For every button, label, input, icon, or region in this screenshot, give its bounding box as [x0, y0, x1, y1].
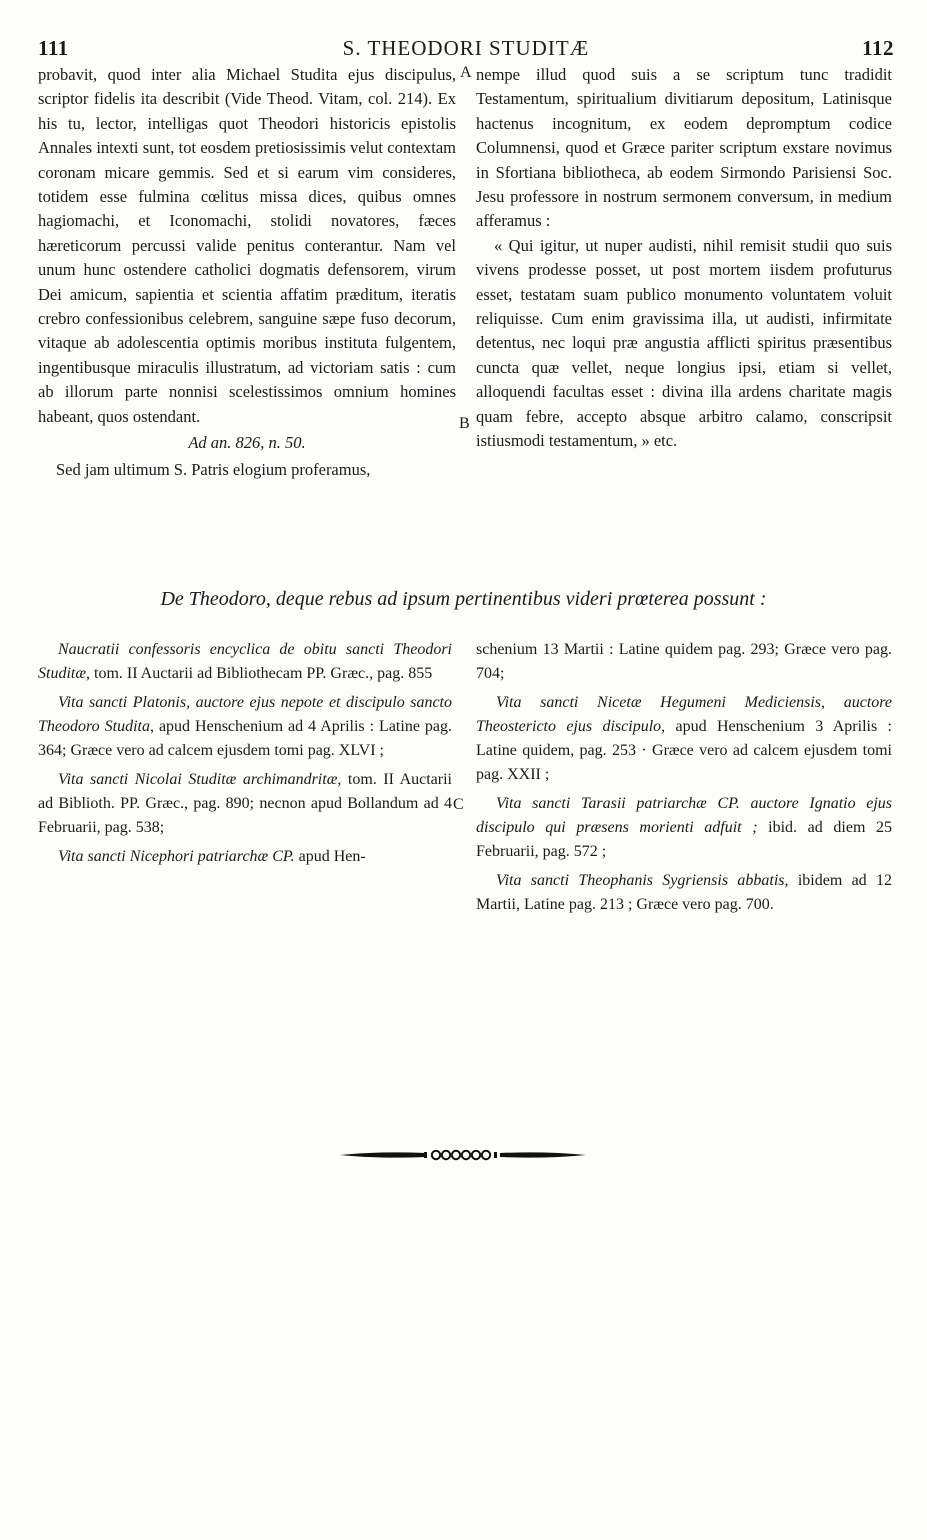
reference-text: , apud Henschenium 3 Aprilis : Latine quidem, pag. 253 · Græce vero ad calcem ejusdem tomi pag. XXII ;: [476, 718, 892, 783]
references-left: [38, 638, 452, 874]
reference-title: Vita sancti Platonis, auctore ejus nepote et discipulo sancto Theodoro Studita: [38, 694, 452, 735]
left-page-number: 111: [38, 36, 69, 60]
reference-entry: [476, 869, 892, 917]
reference-text: ibid. ad diem 25 Februarii, pag. 572 ;: [476, 819, 893, 860]
closing-line: Sed jam ultimum S. Patris elogium proferamus,: [56, 459, 371, 479]
reference-title: Vita sancti Nicephori patriarchæ CP.: [58, 848, 295, 865]
reference-title: Vita sancti Theophanis Sygriensis abbatis: [496, 872, 785, 889]
reference-entry: [38, 845, 452, 869]
right-page-number: 112: [862, 36, 894, 60]
running-title: S. THEODORI STUDITÆ: [342, 36, 590, 60]
reference-text: , tom. II Auctarii ad Biblioth. PP. Græc., pag. 890; necnon apud Bollandum ad 4 Februarii, pag. 538;: [38, 771, 452, 836]
margin-letter-c: C: [453, 796, 464, 813]
references-right: [476, 638, 892, 922]
citation-text: Ad an. 826, n. 50.: [188, 433, 306, 453]
reference-title: Vita sancti Nicolai Studitæ archimandritæ: [58, 771, 338, 788]
reference-title: Naucratii confessoris encyclica de obitu sancti Theodori Studitæ: [38, 641, 452, 682]
right-paragraph: nempe illud quod suis a se scriptum tunc tradidit Testamentum, spiritualium divitiarum depositum, Latinisque hactenus incognitum, ex eodem depromptum codice Columnensi, quod et Græce pariter scriptum exstare novimus in Sfortiana bibliotheca, ab eodem Sirmondo Parisiensi Soc. Jesu professore in nostrum sermonem conversum, in medium afferamus :: [476, 65, 892, 231]
end-ornament: [340, 1146, 586, 1164]
reference-text: , tom. II Auctarii ad Bibliothecam PP. Græc., pag. 855: [86, 665, 433, 682]
reference-text: , apud Henschenium ad 4 Aprilis : Latine pag. 364; Græce vero ad calcem ejusdem tomi pag. XLVI ;: [38, 718, 453, 759]
section-title: De Theodoro, deque rebus ad ipsum pertinentibus videri prœterea possunt :: [160, 588, 767, 610]
left-column: [38, 63, 456, 482]
margin-letter-a: A: [460, 64, 472, 81]
reference-text: , ibidem ad 12 Martii, Latine pag. 213 ; Græce vero pag. 700.: [476, 872, 892, 913]
margin-letter-b: B: [459, 415, 470, 432]
reference-entry: [38, 768, 452, 840]
reference-text: apud Hen-: [294, 848, 366, 865]
citation: [38, 431, 456, 455]
reference-title: Vita sancti Tarasii patriarchæ CP. auctore Ignatio ejus discipulo qui præsens morienti adfuit ;: [476, 795, 892, 836]
left-paragraph: probavit, quod inter alia Michael Studita ejus discipulus, scriptor fidelis ita describit (Vide Theod. Vitam, col. 214). Ex his tu, lector, intelligas quot Theodori historicis epistolis Annales intexti sunt, tot eosdem pretiosissimis velut contextam coronam micare gemmis. Sed et si earum vim consideres, totidem esse fulmina cœlitus missa dices, quibus omnes hagiomachi, et Iconomachi, stolidi novatores, fæces hæreticorum percussi valide penitus conterantur. Nam vel unum hunc ostendere catholici dogmatis defensorem, virum Dei amicum, sapientia et scientia affatim præditum, iteratis crebro confessionibus celebrem, sanguine sæpe fuso decorum, vitaque ab adolescentia optimis moribus instituta fulgentem, ingentibusque miraculis illustratum, ad victoriam satis : cum ab illorum parte nonnisi scelestissimos omnium homines habeant, quos ostendant.: [38, 65, 456, 426]
reference-entry: [38, 638, 452, 686]
reference-title: Vita sancti Nicetæ Hegumeni Mediciensis, auctore Theostericto ejus discipulo: [476, 694, 892, 735]
testament-quote: « Qui igitur, ut nuper audisti, nihil remisit studii quo suis vivens prodesse posset, ut post mortem iisdem profuturus esset, testatam suam publico monumento voluntatem voluit reliquisse. Cum enim gravissima illa, ut audisti, infirmitate detentus, nec loqui præ angustia afflicti spiritus præsentibus cuncta quæ vellet, neque longius ipsi, etiam si vellet, alloquendi facultas esset : divina illa ardens charitate magis quam febre, accepto absque arbitro calamo, conscripsit istiusmodi testamentum, » etc.: [476, 235, 892, 451]
right-column: [476, 63, 892, 454]
reference-entry: [476, 691, 892, 787]
reference-entry: [476, 792, 892, 864]
reference-entry: [38, 691, 452, 763]
page-header: [38, 36, 894, 62]
reference-continuation: schenium 13 Martii : Latine quidem pag. 293; Græce vero pag. 704;: [476, 641, 892, 682]
